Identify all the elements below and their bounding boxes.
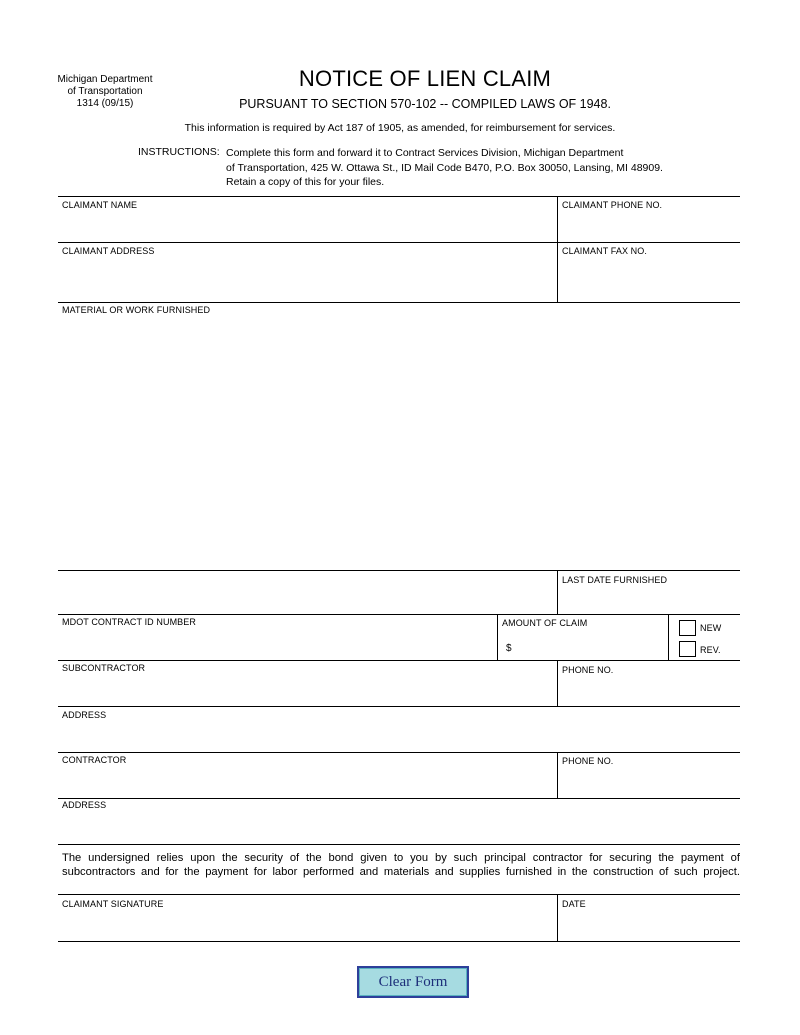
- label-signature: CLAIMANT SIGNATURE: [62, 899, 164, 909]
- divider-lastdate: [557, 570, 558, 614]
- label-dollar-sign: $: [506, 643, 512, 654]
- date-input[interactable]: [560, 912, 738, 939]
- claimant-fax-input[interactable]: [560, 260, 738, 300]
- label-last-date: LAST DATE FURNISHED: [562, 575, 668, 585]
- form-subtitle: PURSUANT TO SECTION 570-102 -- COMPILED LAWS OF 1948.: [239, 97, 611, 111]
- rule-subaddr-bottom: [58, 752, 740, 753]
- form-number: 1314 (09/15): [76, 98, 134, 109]
- rule-conaddr-bottom: [58, 844, 740, 845]
- amount-of-claim-input[interactable]: [516, 638, 664, 658]
- divider-newrev: [668, 614, 669, 660]
- divider-claimant: [557, 196, 558, 302]
- rule-name-bottom: [58, 242, 740, 243]
- signature-input[interactable]: [60, 912, 554, 939]
- rule-sub-bottom: [58, 706, 740, 707]
- instructions-line-2: of Transportation, 425 W. Ottawa St., ID Mail Code B470, P.O. Box 30050, Lansing, MI 48909.: [226, 161, 663, 174]
- label-date: DATE: [562, 899, 586, 909]
- instructions-label: INSTRUCTIONS:: [138, 146, 220, 158]
- rule-sig-top: [58, 894, 740, 895]
- material-work-input[interactable]: [60, 318, 738, 568]
- rule-con-bottom: [58, 798, 740, 799]
- department-block: [40, 74, 170, 110]
- label-con-phone: PHONE NO.: [562, 756, 614, 766]
- claimant-address-input[interactable]: [60, 260, 554, 300]
- label-subcontractor: SUBCONTRACTOR: [62, 663, 146, 673]
- divider-con-phone: [557, 752, 558, 798]
- claimant-name-input[interactable]: [60, 214, 554, 240]
- instructions-text: [226, 146, 663, 190]
- label-sub-address: ADDRESS: [62, 710, 107, 720]
- label-contractor: CONTRACTOR: [62, 755, 127, 765]
- con-phone-input[interactable]: [560, 770, 738, 796]
- rule-contract-bottom: [58, 660, 740, 661]
- label-claimant-fax: CLAIMANT FAX NO.: [562, 246, 647, 256]
- form-title: NOTICE OF LIEN CLAIM: [298, 66, 552, 91]
- label-claimant-address: CLAIMANT ADDRESS: [62, 246, 155, 256]
- con-address-input[interactable]: [60, 815, 738, 842]
- sub-phone-input[interactable]: [560, 678, 738, 704]
- department-line-1: Michigan Department: [57, 74, 153, 85]
- material-continued-input[interactable]: [60, 574, 554, 612]
- label-claimant-phone: CLAIMANT PHONE NO.: [562, 200, 663, 210]
- bond-statement: The undersigned relies upon the security of the bond given to you by such principal contractor for securing the payment of subcontractors and for the payment for labor performed and materials and supplies furnished in the construction of such project.: [62, 852, 740, 878]
- label-con-address: ADDRESS: [62, 800, 107, 810]
- label-rev: REV.: [700, 645, 721, 655]
- info-line: This information is required by Act 187 of 1905, as amended, for reimbursement for services.: [184, 122, 616, 134]
- label-material-work: MATERIAL OR WORK FURNISHED: [62, 305, 211, 315]
- contractor-input[interactable]: [60, 770, 554, 796]
- department-line-2: of Transportation: [67, 86, 143, 97]
- rule-address-bottom: [58, 302, 740, 303]
- divider-date: [557, 894, 558, 941]
- mdot-contract-input[interactable]: [60, 632, 494, 658]
- sub-address-input[interactable]: [60, 724, 738, 750]
- last-date-input[interactable]: [560, 590, 738, 612]
- rule-top: [58, 196, 740, 197]
- claimant-phone-input[interactable]: [560, 214, 738, 240]
- label-amount-of-claim: AMOUNT OF CLAIM: [502, 618, 588, 628]
- label-new: NEW: [700, 623, 722, 633]
- instructions-line-1: Complete this form and forward it to Contract Services Division, Michigan Department: [226, 147, 624, 159]
- rev-checkbox[interactable]: [679, 641, 696, 657]
- instructions-line-3: Retain a copy of this for your files.: [226, 176, 385, 188]
- label-claimant-name: CLAIMANT NAME: [62, 200, 138, 210]
- rule-sig-bottom: [58, 941, 740, 942]
- divider-sub-phone: [557, 660, 558, 706]
- label-sub-phone: PHONE NO.: [562, 665, 614, 675]
- new-checkbox[interactable]: [679, 620, 696, 636]
- clear-form-button[interactable]: Clear Form: [357, 966, 469, 998]
- label-mdot-contract: MDOT CONTRACT ID NUMBER: [62, 617, 196, 627]
- rule-lastdate-bottom: [58, 614, 740, 615]
- rule-material-bottom: [58, 570, 740, 571]
- subcontractor-input[interactable]: [60, 678, 554, 704]
- divider-amount: [497, 614, 498, 660]
